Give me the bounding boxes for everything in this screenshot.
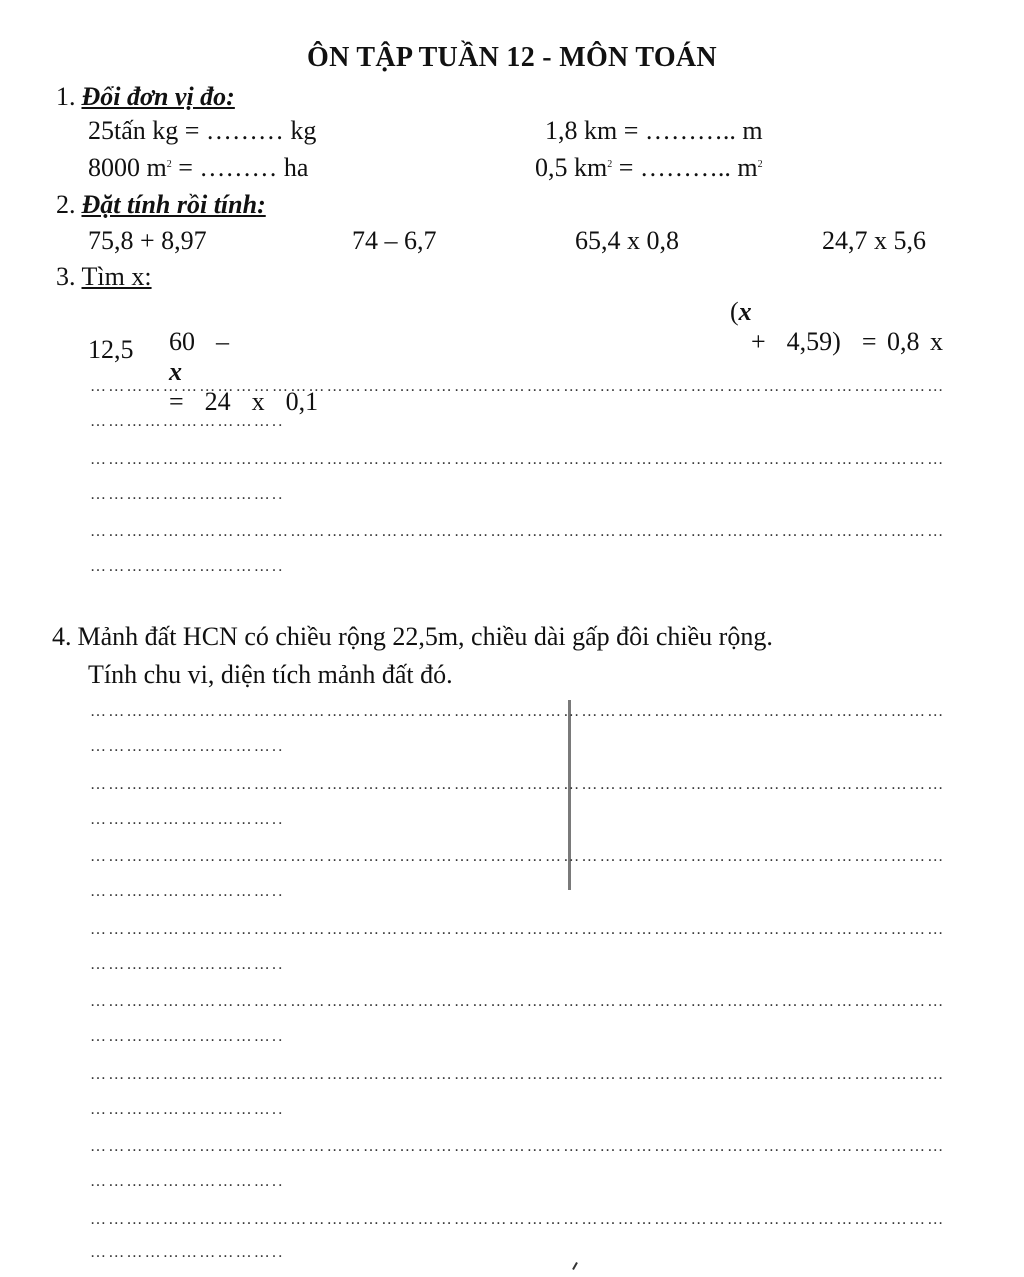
section-4-line-2: Tính chu vi, diện tích mảnh đất đó. [88, 660, 453, 689]
answer-line: ………………………….. [90, 486, 285, 503]
answer-line: …………………………………………………………………………………………………………………………… [90, 921, 946, 938]
conversion-2-left-rest: = ……… ha [171, 153, 309, 182]
section-3-number: 3. [56, 262, 76, 291]
answer-line: …………………………………………………………………………………………………………………………… [90, 776, 946, 793]
answer-line: ………………………….. [90, 1028, 285, 1045]
variable-x: x [169, 357, 182, 386]
conversion-1-right: 1,8 km = ……….. m [545, 116, 763, 145]
answer-line: ………………………….. [90, 883, 285, 900]
answer-line: …………………………………………………………………………………………………………………………… [90, 1066, 946, 1083]
section-2-heading [56, 190, 266, 220]
answer-line: ………………………….. [90, 413, 285, 430]
section-3-heading [56, 262, 152, 292]
expression-3: 65,4 x 0,8 [575, 226, 679, 255]
exponent: 2 [166, 159, 172, 170]
answer-line: ………………………….. [90, 1101, 285, 1118]
section-2-title: Đặt tính rồi tính: [81, 190, 266, 219]
section-2-number: 2. [56, 190, 76, 219]
equation-2-part-b: + 4,59) = 0,8 x [751, 327, 943, 356]
section-4-problem: Mảnh đất HCN có chiều rộng 22,5m, chiều dài gấp đôi chiều rộng. [77, 622, 773, 651]
exponent: 2 [757, 159, 763, 170]
answer-line: ………………………….. [90, 956, 285, 973]
conversion-1-left: 25tấn kg = ……… kg [88, 116, 317, 145]
answer-line: …………………………………………………………………………………………………………………………… [90, 848, 946, 865]
answer-line: …………………………………………………………………………………………………………………………… [90, 451, 946, 468]
section-4-number: 4. [52, 622, 72, 651]
expression-2: 74 – 6,7 [352, 226, 437, 255]
section-4-line-1 [52, 622, 773, 652]
answer-line: …………………………………………………………………………………………………………………………… [90, 1138, 946, 1155]
equation-2-paren: ( [730, 297, 739, 326]
section-1-title: Đổi đơn vị đo: [81, 82, 235, 111]
pen-mark [572, 1262, 578, 1270]
answer-line: …………………………………………………………………………………………………………………………… [90, 523, 946, 540]
answer-line: …………………………………………………………………………………………………………………………… [90, 1211, 946, 1228]
conversion-2-right-value: 0,5 km [535, 153, 608, 182]
conversion-2-right-rest: = ……….. m [612, 153, 758, 182]
answer-line: ………………………….. [90, 811, 285, 828]
conversion-2-left [88, 153, 308, 183]
expression-1: 75,8 + 8,97 [88, 226, 207, 255]
page-title: ÔN TẬP TUẦN 12 - MÔN TOÁN [307, 42, 717, 73]
answer-line: ………………………….. [90, 1173, 285, 1190]
equation-2-continuation: 12,5 [88, 335, 134, 364]
answer-line: ………………………….. [90, 1244, 285, 1261]
equation-1-part-a: 60 – [169, 327, 229, 356]
equation-2 [730, 297, 943, 357]
conversion-2-right [535, 153, 763, 183]
expression-4: 24,7 x 5,6 [822, 226, 926, 255]
section-3-title: Tìm x: [81, 262, 152, 291]
equation-1-part-b: = 24 x 0,1 [169, 387, 319, 416]
section-1-heading [56, 82, 235, 112]
answer-line: ………………………….. [90, 738, 285, 755]
answer-line: …………………………………………………………………………………………………………………………… [90, 993, 946, 1010]
section-1-number: 1. [56, 82, 76, 111]
answer-line: …………………………………………………………………………………………………………………………… [90, 378, 946, 395]
answer-line: ………………………….. [90, 558, 285, 575]
answer-line: …………………………………………………………………………………………………………………………… [90, 703, 946, 720]
exponent: 2 [607, 159, 613, 170]
conversion-2-left-value: 8000 m [88, 153, 167, 182]
variable-x: x [738, 297, 752, 326]
